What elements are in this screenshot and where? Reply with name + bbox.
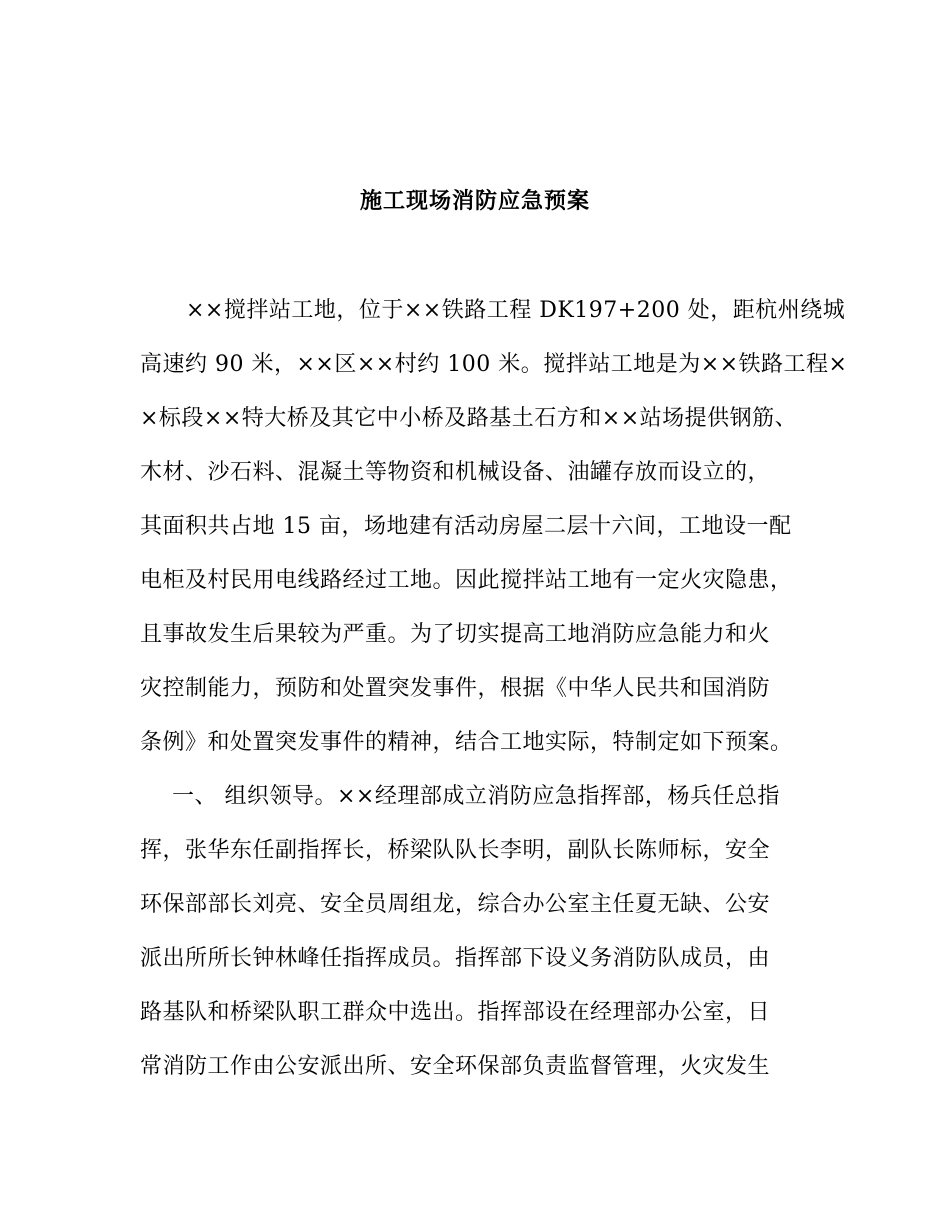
paragraph-line: 挥，张华东任副指挥长，桥梁队队长李明，副队长陈师标，安全: [140, 838, 771, 863]
paragraph-line: ×标段××特大桥及其它中小桥及路基土石方和××站场提供钢筋、: [140, 406, 798, 431]
section-heading-line: 一、 组织领导。××经理部成立消防应急指挥部，杨兵任总指: [172, 784, 780, 809]
paragraph-line: 高速约 90 米，××区××村约 100 米。搅拌站工地是为××铁路工程×: [140, 352, 848, 377]
paragraph-line: 常消防工作由公安派出所、安全环保部负责监督管理，火灾发生: [140, 1054, 771, 1079]
paragraph-line: ××搅拌站工地，位于××铁路工程 DK197+200 处，距杭州绕城: [186, 298, 846, 323]
paragraph-line: 木材、沙石料、混凝土等物资和机械设备、油罐存放而设立的，: [140, 460, 771, 485]
document-title: 施工现场消防应急预案: [359, 188, 590, 214]
paragraph-line: 电柜及村民用电线路经过工地。因此搅拌站工地有一定火灾隐患，: [140, 568, 793, 593]
paragraph-line: 派出所所长钟林峰任指挥成员。指挥部下设义务消防队成员，由: [140, 946, 771, 971]
paragraph-line: 灾控制能力，预防和处置突发事件，根据《中华人民共和国消防: [140, 676, 771, 701]
paragraph-line: 条例》和处置突发事件的精神，结合工地实际，特制定如下预案。: [140, 730, 793, 755]
paragraph-line: 环保部部长刘亮、安全员周组龙，综合办公室主任夏无缺、公安: [140, 892, 771, 917]
paragraph-line: 其面积共占地 15 亩，场地建有活动房屋二层十六间，工地设一配: [140, 514, 792, 539]
paragraph-line: 且事故发生后果较为严重。为了切实提高工地消防应急能力和火: [140, 622, 771, 647]
paragraph-line: 路基队和桥梁队职工群众中选出。指挥部设在经理部办公室，日: [140, 1000, 771, 1025]
